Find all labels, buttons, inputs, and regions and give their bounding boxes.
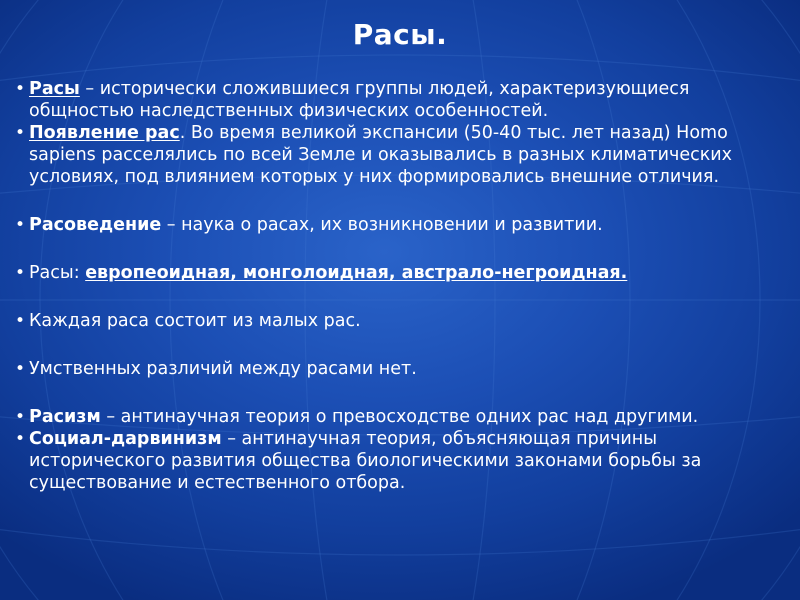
mental-differences-text: Умственных различий между расами нет. xyxy=(29,359,417,379)
bullet-mental-differences xyxy=(14,358,792,380)
term-social-darwinism: Социал-дарвинизм xyxy=(29,429,222,449)
term-racism: Расизм xyxy=(29,407,101,427)
bullet-small-races xyxy=(14,310,792,332)
slide-title: Расы. xyxy=(352,18,448,51)
bullet-social-darwinism xyxy=(14,428,792,494)
term-races-origin: Появление рас xyxy=(29,123,180,143)
racism-text: – антинаучная теория о превосходстве одних рас над другими. xyxy=(100,407,699,427)
term-races: Расы xyxy=(29,79,80,99)
bullet-races-definition xyxy=(14,78,792,122)
race-types-list: европеоидная, монголоидная, австрало-негроидная. xyxy=(85,263,628,283)
races-definition-text: – исторически сложившиеся группы людей, характеризующиеся общностью наследственных физических особенностей. xyxy=(29,79,690,121)
bullet-races-origin xyxy=(14,122,792,188)
races-origin-text: . Во время великой экспансии (50-40 тыс. лет назад) Homo sapiens расселялись по всей Земле и оказывались в разных климатических условиях, под влиянием которых у них формировались внешние отличия. xyxy=(29,123,733,187)
bullet-racism xyxy=(14,406,792,428)
race-types-prefix: Расы: xyxy=(29,263,86,283)
social-darwinism-text: – антинаучная теория, объясняющая причины исторического развития общества биологическими законами борьбы за существование и естественного отбора. xyxy=(29,429,702,493)
term-raciology: Расоведение xyxy=(29,215,162,235)
small-races-text: Каждая раса состоит из малых рас. xyxy=(29,311,361,331)
bullet-list xyxy=(14,78,792,494)
raciology-text: – наука о расах, их возникновении и развитии. xyxy=(161,215,603,235)
bullet-raciology xyxy=(14,214,792,236)
bullet-race-types xyxy=(14,262,792,284)
